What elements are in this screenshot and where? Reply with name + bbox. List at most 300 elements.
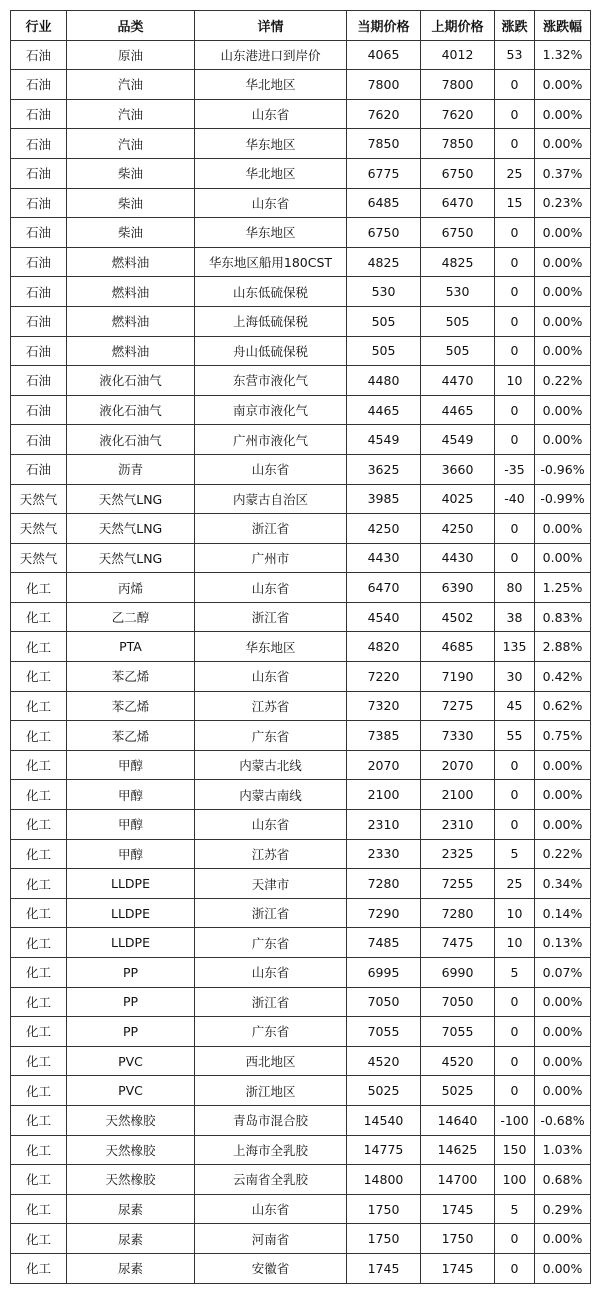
- cell-current-price: 4825: [347, 247, 421, 277]
- cell-category: PP: [67, 958, 195, 988]
- cell-previous-price: 7275: [421, 691, 495, 721]
- cell-previous-price: 2070: [421, 750, 495, 780]
- cell-detail: 华北地区: [195, 158, 347, 188]
- cell-change: 10: [495, 898, 535, 928]
- table-row: [11, 218, 591, 248]
- cell-detail: 内蒙古北线: [195, 750, 347, 780]
- cell-current-price: 14800: [347, 1165, 421, 1195]
- cell-detail: 山东省: [195, 99, 347, 129]
- cell-industry: 化工: [11, 928, 67, 958]
- cell-detail: 上海市全乳胶: [195, 1135, 347, 1165]
- cell-category: LLDPE: [67, 898, 195, 928]
- table-row: [11, 425, 591, 455]
- cell-detail: 青岛市混合胶: [195, 1105, 347, 1135]
- cell-category: 液化石油气: [67, 395, 195, 425]
- cell-current-price: 4480: [347, 366, 421, 396]
- table-row: [11, 366, 591, 396]
- cell-change-pct: 0.00%: [535, 543, 591, 573]
- cell-detail: 华东地区: [195, 632, 347, 662]
- table-row: [11, 1253, 591, 1283]
- cell-detail: 广东省: [195, 721, 347, 751]
- cell-previous-price: 14700: [421, 1165, 495, 1195]
- header-change: 涨跌: [495, 11, 535, 41]
- cell-current-price: 530: [347, 277, 421, 307]
- cell-industry: 化工: [11, 573, 67, 603]
- cell-change-pct: 0.68%: [535, 1165, 591, 1195]
- cell-detail: 天津市: [195, 869, 347, 899]
- cell-change: 0: [495, 425, 535, 455]
- cell-change: 0: [495, 70, 535, 100]
- cell-previous-price: 3660: [421, 454, 495, 484]
- table-row: [11, 129, 591, 159]
- cell-detail: 山东低硫保税: [195, 277, 347, 307]
- cell-detail: 舟山低硫保税: [195, 336, 347, 366]
- cell-current-price: 4065: [347, 40, 421, 70]
- cell-category: 汽油: [67, 70, 195, 100]
- cell-change: 0: [495, 1046, 535, 1076]
- table-row: [11, 277, 591, 307]
- cell-previous-price: 2310: [421, 810, 495, 840]
- cell-change-pct: 0.00%: [535, 129, 591, 159]
- cell-category: 天然气LNG: [67, 543, 195, 573]
- cell-industry: 化工: [11, 632, 67, 662]
- cell-previous-price: 530: [421, 277, 495, 307]
- cell-category: 柴油: [67, 188, 195, 218]
- cell-change-pct: 0.00%: [535, 780, 591, 810]
- cell-previous-price: 4430: [421, 543, 495, 573]
- cell-detail: 江苏省: [195, 839, 347, 869]
- cell-previous-price: 7280: [421, 898, 495, 928]
- cell-detail: 浙江省: [195, 987, 347, 1017]
- cell-change-pct: 0.00%: [535, 425, 591, 455]
- cell-current-price: 7320: [347, 691, 421, 721]
- cell-industry: 化工: [11, 750, 67, 780]
- cell-current-price: 4540: [347, 602, 421, 632]
- cell-industry: 化工: [11, 987, 67, 1017]
- cell-category: 燃料油: [67, 306, 195, 336]
- cell-industry: 化工: [11, 1105, 67, 1135]
- cell-category: LLDPE: [67, 869, 195, 899]
- cell-detail: 山东省: [195, 454, 347, 484]
- cell-previous-price: 14625: [421, 1135, 495, 1165]
- cell-previous-price: 7055: [421, 1017, 495, 1047]
- table-row: [11, 573, 591, 603]
- cell-change-pct: 0.37%: [535, 158, 591, 188]
- cell-previous-price: 1745: [421, 1253, 495, 1283]
- table-row: [11, 810, 591, 840]
- cell-current-price: 4430: [347, 543, 421, 573]
- cell-current-price: 6470: [347, 573, 421, 603]
- table-row: [11, 306, 591, 336]
- cell-change-pct: 0.00%: [535, 1224, 591, 1254]
- table-row: [11, 869, 591, 899]
- cell-current-price: 7850: [347, 129, 421, 159]
- cell-change: 38: [495, 602, 535, 632]
- table-row: [11, 1135, 591, 1165]
- cell-current-price: 7280: [347, 869, 421, 899]
- cell-category: 天然橡胶: [67, 1135, 195, 1165]
- table-row: [11, 750, 591, 780]
- cell-category: 甲醇: [67, 810, 195, 840]
- cell-detail: 山东港进口到岸价: [195, 40, 347, 70]
- cell-detail: 云南省全乳胶: [195, 1165, 347, 1195]
- cell-change-pct: 0.29%: [535, 1194, 591, 1224]
- cell-change-pct: 1.03%: [535, 1135, 591, 1165]
- cell-change: 0: [495, 129, 535, 159]
- cell-current-price: 7620: [347, 99, 421, 129]
- cell-change-pct: 0.23%: [535, 188, 591, 218]
- cell-previous-price: 6990: [421, 958, 495, 988]
- cell-change: 53: [495, 40, 535, 70]
- cell-previous-price: 7050: [421, 987, 495, 1017]
- cell-category: 甲醇: [67, 780, 195, 810]
- header-industry: 行业: [11, 11, 67, 41]
- cell-category: 苯乙烯: [67, 721, 195, 751]
- cell-detail: 浙江地区: [195, 1076, 347, 1106]
- cell-previous-price: 4012: [421, 40, 495, 70]
- cell-change: 0: [495, 218, 535, 248]
- cell-change: 0: [495, 514, 535, 544]
- cell-change-pct: 0.00%: [535, 277, 591, 307]
- cell-change-pct: 0.00%: [535, 247, 591, 277]
- cell-change-pct: 0.07%: [535, 958, 591, 988]
- cell-industry: 化工: [11, 721, 67, 751]
- cell-category: 燃料油: [67, 247, 195, 277]
- price-table: [10, 10, 591, 1284]
- cell-current-price: 2100: [347, 780, 421, 810]
- cell-change-pct: 0.62%: [535, 691, 591, 721]
- cell-change-pct: -0.96%: [535, 454, 591, 484]
- cell-previous-price: 6750: [421, 158, 495, 188]
- cell-detail: 山东省: [195, 188, 347, 218]
- cell-category: 汽油: [67, 99, 195, 129]
- cell-previous-price: 4549: [421, 425, 495, 455]
- cell-current-price: 7800: [347, 70, 421, 100]
- cell-industry: 化工: [11, 662, 67, 692]
- cell-industry: 化工: [11, 1017, 67, 1047]
- header-previous-price: 上期价格: [421, 11, 495, 41]
- table-row: [11, 632, 591, 662]
- cell-industry: 石油: [11, 188, 67, 218]
- cell-industry: 石油: [11, 40, 67, 70]
- cell-change: 0: [495, 1253, 535, 1283]
- cell-change: 25: [495, 869, 535, 899]
- cell-detail: 广州市: [195, 543, 347, 573]
- cell-change: 25: [495, 158, 535, 188]
- cell-previous-price: 4685: [421, 632, 495, 662]
- cell-industry: 化工: [11, 810, 67, 840]
- table-row: [11, 1105, 591, 1135]
- cell-change-pct: 0.00%: [535, 810, 591, 840]
- table-row: [11, 898, 591, 928]
- cell-category: 尿素: [67, 1194, 195, 1224]
- cell-change-pct: 0.75%: [535, 721, 591, 751]
- cell-category: PP: [67, 1017, 195, 1047]
- cell-detail: 西北地区: [195, 1046, 347, 1076]
- cell-detail: 华东地区: [195, 218, 347, 248]
- cell-current-price: 7055: [347, 1017, 421, 1047]
- cell-industry: 化工: [11, 869, 67, 899]
- table-row: [11, 780, 591, 810]
- cell-change-pct: 0.22%: [535, 839, 591, 869]
- cell-change: 0: [495, 336, 535, 366]
- table-row: [11, 188, 591, 218]
- cell-previous-price: 7850: [421, 129, 495, 159]
- cell-previous-price: 6470: [421, 188, 495, 218]
- cell-detail: 广州市液化气: [195, 425, 347, 455]
- cell-detail: 安徽省: [195, 1253, 347, 1283]
- cell-change: 0: [495, 277, 535, 307]
- cell-industry: 石油: [11, 395, 67, 425]
- cell-change-pct: 1.25%: [535, 573, 591, 603]
- cell-change-pct: -0.68%: [535, 1105, 591, 1135]
- cell-change-pct: 0.14%: [535, 898, 591, 928]
- cell-industry: 化工: [11, 602, 67, 632]
- cell-change-pct: 2.88%: [535, 632, 591, 662]
- cell-change: 55: [495, 721, 535, 751]
- cell-previous-price: 505: [421, 306, 495, 336]
- table-row: [11, 514, 591, 544]
- cell-change-pct: 0.00%: [535, 750, 591, 780]
- cell-change-pct: -0.99%: [535, 484, 591, 514]
- table-row: [11, 543, 591, 573]
- table-row: [11, 662, 591, 692]
- cell-industry: 石油: [11, 454, 67, 484]
- cell-previous-price: 1745: [421, 1194, 495, 1224]
- table-row: [11, 721, 591, 751]
- cell-change: 0: [495, 247, 535, 277]
- cell-industry: 化工: [11, 1165, 67, 1195]
- cell-detail: 浙江省: [195, 602, 347, 632]
- cell-detail: 华东地区: [195, 129, 347, 159]
- cell-current-price: 1745: [347, 1253, 421, 1283]
- cell-detail: 山东省: [195, 662, 347, 692]
- cell-change: 10: [495, 928, 535, 958]
- cell-previous-price: 7475: [421, 928, 495, 958]
- cell-industry: 化工: [11, 1224, 67, 1254]
- cell-current-price: 6775: [347, 158, 421, 188]
- cell-change: 5: [495, 839, 535, 869]
- table-row: [11, 247, 591, 277]
- header-category: 品类: [67, 11, 195, 41]
- table-row: [11, 395, 591, 425]
- cell-detail: 东营市液化气: [195, 366, 347, 396]
- cell-industry: 化工: [11, 780, 67, 810]
- cell-current-price: 4520: [347, 1046, 421, 1076]
- cell-category: 苯乙烯: [67, 662, 195, 692]
- cell-previous-price: 4825: [421, 247, 495, 277]
- cell-industry: 石油: [11, 306, 67, 336]
- cell-change-pct: 1.32%: [535, 40, 591, 70]
- cell-change: 100: [495, 1165, 535, 1195]
- cell-change-pct: 0.00%: [535, 1076, 591, 1106]
- cell-current-price: 14540: [347, 1105, 421, 1135]
- cell-change: 0: [495, 1017, 535, 1047]
- cell-detail: 内蒙古南线: [195, 780, 347, 810]
- cell-previous-price: 1750: [421, 1224, 495, 1254]
- cell-previous-price: 4470: [421, 366, 495, 396]
- cell-industry: 化工: [11, 1076, 67, 1106]
- cell-category: 天然橡胶: [67, 1105, 195, 1135]
- cell-current-price: 2310: [347, 810, 421, 840]
- cell-industry: 石油: [11, 158, 67, 188]
- cell-change-pct: 0.00%: [535, 99, 591, 129]
- cell-change: 80: [495, 573, 535, 603]
- cell-industry: 化工: [11, 1194, 67, 1224]
- cell-industry: 化工: [11, 958, 67, 988]
- cell-detail: 山东省: [195, 573, 347, 603]
- cell-change: 0: [495, 987, 535, 1017]
- cell-change-pct: 0.00%: [535, 987, 591, 1017]
- cell-change: 0: [495, 780, 535, 810]
- table-body: [11, 40, 591, 1283]
- cell-current-price: 4820: [347, 632, 421, 662]
- cell-category: 甲醇: [67, 750, 195, 780]
- cell-industry: 石油: [11, 70, 67, 100]
- table-row: [11, 1076, 591, 1106]
- cell-category: 燃料油: [67, 336, 195, 366]
- cell-previous-price: 5025: [421, 1076, 495, 1106]
- cell-change-pct: 0.00%: [535, 336, 591, 366]
- cell-industry: 石油: [11, 218, 67, 248]
- cell-change-pct: 0.00%: [535, 1046, 591, 1076]
- cell-change: 10: [495, 366, 535, 396]
- cell-industry: 化工: [11, 691, 67, 721]
- cell-previous-price: 6750: [421, 218, 495, 248]
- cell-previous-price: 7190: [421, 662, 495, 692]
- cell-current-price: 6995: [347, 958, 421, 988]
- cell-category: 液化石油气: [67, 425, 195, 455]
- cell-change: 5: [495, 958, 535, 988]
- cell-change-pct: 0.00%: [535, 514, 591, 544]
- cell-previous-price: 4250: [421, 514, 495, 544]
- table-row: [11, 454, 591, 484]
- cell-detail: 河南省: [195, 1224, 347, 1254]
- cell-category: 沥青: [67, 454, 195, 484]
- cell-change-pct: 0.00%: [535, 1017, 591, 1047]
- cell-change: -100: [495, 1105, 535, 1135]
- cell-current-price: 505: [347, 306, 421, 336]
- cell-category: 甲醇: [67, 839, 195, 869]
- cell-previous-price: 4520: [421, 1046, 495, 1076]
- cell-current-price: 7290: [347, 898, 421, 928]
- cell-detail: 山东省: [195, 810, 347, 840]
- cell-change: 150: [495, 1135, 535, 1165]
- table-row: [11, 958, 591, 988]
- header-row: [11, 11, 591, 41]
- cell-category: 丙烯: [67, 573, 195, 603]
- cell-previous-price: 7800: [421, 70, 495, 100]
- cell-industry: 化工: [11, 1135, 67, 1165]
- cell-category: 天然气LNG: [67, 484, 195, 514]
- cell-change-pct: 0.00%: [535, 1253, 591, 1283]
- cell-change: -35: [495, 454, 535, 484]
- cell-industry: 石油: [11, 99, 67, 129]
- cell-detail: 江苏省: [195, 691, 347, 721]
- table-row: [11, 839, 591, 869]
- cell-change: 0: [495, 1224, 535, 1254]
- cell-current-price: 3625: [347, 454, 421, 484]
- cell-current-price: 7220: [347, 662, 421, 692]
- cell-industry: 石油: [11, 336, 67, 366]
- cell-previous-price: 505: [421, 336, 495, 366]
- cell-industry: 天然气: [11, 514, 67, 544]
- cell-industry: 化工: [11, 1046, 67, 1076]
- cell-category: 天然气LNG: [67, 514, 195, 544]
- cell-category: 柴油: [67, 218, 195, 248]
- cell-detail: 广东省: [195, 928, 347, 958]
- cell-previous-price: 4502: [421, 602, 495, 632]
- cell-current-price: 4465: [347, 395, 421, 425]
- cell-change: 0: [495, 810, 535, 840]
- cell-industry: 石油: [11, 129, 67, 159]
- cell-previous-price: 7620: [421, 99, 495, 129]
- cell-current-price: 7385: [347, 721, 421, 751]
- cell-detail: 浙江省: [195, 514, 347, 544]
- cell-current-price: 6485: [347, 188, 421, 218]
- cell-industry: 化工: [11, 898, 67, 928]
- cell-current-price: 6750: [347, 218, 421, 248]
- cell-current-price: 4549: [347, 425, 421, 455]
- cell-change: 0: [495, 750, 535, 780]
- cell-industry: 化工: [11, 1253, 67, 1283]
- cell-previous-price: 14640: [421, 1105, 495, 1135]
- table-row: [11, 691, 591, 721]
- cell-current-price: 4250: [347, 514, 421, 544]
- cell-industry: 石油: [11, 366, 67, 396]
- cell-change-pct: 0.00%: [535, 70, 591, 100]
- cell-industry: 石油: [11, 425, 67, 455]
- cell-category: 乙二醇: [67, 602, 195, 632]
- table-row: [11, 70, 591, 100]
- table-row: [11, 1165, 591, 1195]
- cell-change: 0: [495, 306, 535, 336]
- cell-current-price: 505: [347, 336, 421, 366]
- cell-change-pct: 0.42%: [535, 662, 591, 692]
- cell-category: 尿素: [67, 1224, 195, 1254]
- cell-previous-price: 4465: [421, 395, 495, 425]
- table-row: [11, 484, 591, 514]
- header-current-price: 当期价格: [347, 11, 421, 41]
- cell-industry: 天然气: [11, 543, 67, 573]
- table-row: [11, 158, 591, 188]
- cell-previous-price: 7330: [421, 721, 495, 751]
- cell-category: 原油: [67, 40, 195, 70]
- cell-detail: 内蒙古自治区: [195, 484, 347, 514]
- cell-change-pct: 0.00%: [535, 306, 591, 336]
- table-row: [11, 336, 591, 366]
- cell-previous-price: 2100: [421, 780, 495, 810]
- cell-category: 液化石油气: [67, 366, 195, 396]
- cell-change-pct: 0.22%: [535, 366, 591, 396]
- cell-change: 15: [495, 188, 535, 218]
- cell-industry: 石油: [11, 247, 67, 277]
- cell-industry: 石油: [11, 277, 67, 307]
- cell-detail: 浙江省: [195, 898, 347, 928]
- cell-change: -40: [495, 484, 535, 514]
- cell-category: 尿素: [67, 1253, 195, 1283]
- cell-category: 燃料油: [67, 277, 195, 307]
- cell-detail: 山东省: [195, 958, 347, 988]
- cell-change-pct: 0.00%: [535, 218, 591, 248]
- cell-change: 0: [495, 1076, 535, 1106]
- cell-category: LLDPE: [67, 928, 195, 958]
- cell-change-pct: 0.13%: [535, 928, 591, 958]
- cell-change: 135: [495, 632, 535, 662]
- cell-change: 0: [495, 99, 535, 129]
- cell-detail: 山东省: [195, 1194, 347, 1224]
- table-row: [11, 99, 591, 129]
